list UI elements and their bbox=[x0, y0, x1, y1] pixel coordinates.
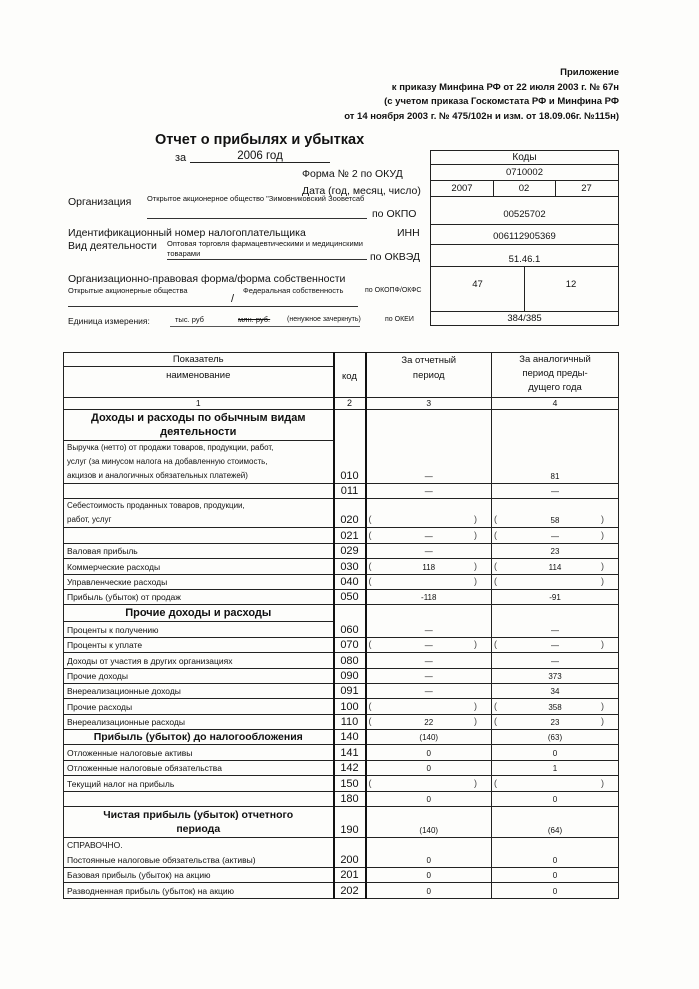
okved-label: по ОКВЭД bbox=[370, 251, 421, 263]
row-190-cur: (140) bbox=[366, 807, 492, 838]
header-name-label: наименование bbox=[64, 366, 333, 382]
okfs-code: 12 bbox=[524, 267, 618, 312]
reference-label: СПРАВОЧНО. bbox=[64, 838, 334, 853]
okei-code: 384/385 bbox=[507, 313, 542, 324]
row-021-prev: ( — ) bbox=[492, 528, 619, 543]
row-150-code: 150 bbox=[334, 776, 366, 791]
cur-empty bbox=[366, 410, 492, 441]
row-110-cur: ( 22 ) bbox=[366, 714, 492, 729]
revenue-l3: акцизов и аналогичных обязательных платежей) bbox=[67, 471, 248, 480]
form-slash: / bbox=[231, 293, 235, 305]
table-row-100 bbox=[64, 699, 619, 714]
row-110-code: 110 bbox=[334, 714, 366, 729]
report-period: 2006 год bbox=[190, 150, 330, 163]
header-current bbox=[366, 353, 492, 398]
row-021-cur: ( — ) bbox=[366, 528, 492, 543]
unit-underline bbox=[170, 326, 360, 327]
row-011-cur: — bbox=[366, 484, 492, 499]
activity-line-2: товарами bbox=[167, 249, 201, 258]
header-current-l2: период bbox=[412, 370, 445, 381]
header-prev bbox=[492, 353, 619, 398]
row-100-cur bbox=[366, 699, 492, 714]
unit-million: млн. руб. bbox=[238, 315, 271, 324]
table-row-150 bbox=[64, 776, 619, 791]
row-010-name bbox=[64, 441, 334, 484]
net-l1: Чистая прибыль (убыток) отчетного bbox=[103, 809, 294, 822]
activity-underline bbox=[167, 259, 367, 260]
row-150-cur bbox=[366, 776, 492, 791]
org-label: Организация bbox=[68, 196, 132, 208]
appendix-block bbox=[344, 66, 619, 124]
date-divider-2 bbox=[555, 181, 556, 197]
revenue-l2: услуг (за минусом налога на добавленную стоимость, bbox=[67, 457, 268, 466]
appendix-line-4: от 14 ноября 2003 г. № 475/102н и изм. от 18.09.06г. №115н) bbox=[344, 110, 619, 122]
row-180-cur: 0 bbox=[366, 791, 492, 806]
row-050-code: 050 bbox=[334, 589, 366, 604]
unit-note: (ненужное зачеркнуть) bbox=[287, 316, 361, 323]
row-090-prev: 373 bbox=[492, 668, 619, 683]
table-row-080 bbox=[64, 653, 619, 668]
table-row-060 bbox=[64, 622, 619, 637]
row-020-prev: ( 58 ) bbox=[492, 499, 619, 528]
section-ordinary-l1: Доходы и расходы по обычным видам bbox=[91, 412, 306, 424]
row-070-code: 070 bbox=[334, 637, 366, 652]
legal-form-caption: Организационно-правовая форма/форма собственности bbox=[68, 273, 346, 285]
header-code: код bbox=[334, 353, 366, 398]
row-110-name: Внереализационные расходы bbox=[64, 714, 334, 729]
table-row-142 bbox=[64, 760, 619, 775]
table-row-reference bbox=[64, 838, 619, 853]
header-current-l1: За отчетный bbox=[401, 355, 457, 366]
row-080-prev: — bbox=[492, 653, 619, 668]
table-row-180 bbox=[64, 791, 619, 806]
cost-l1: Себестоимость проданных товаров, продукции, bbox=[67, 501, 245, 511]
row-200-code: 200 bbox=[334, 852, 366, 867]
row-141-name: Отложенные налоговые активы bbox=[64, 745, 334, 760]
row-202-prev: 0 bbox=[492, 883, 619, 898]
row-040-cur bbox=[366, 574, 492, 589]
table-row-200 bbox=[64, 852, 619, 867]
row-070-name: Проценты к уплате bbox=[64, 637, 334, 652]
row-110-prev: ( 23 ) bbox=[492, 714, 619, 729]
okei-label: по ОКЕИ bbox=[385, 316, 414, 323]
code-empty bbox=[334, 605, 366, 622]
row-141-code: 141 bbox=[334, 745, 366, 760]
table-row-070 bbox=[64, 637, 619, 652]
row-091-cur: — bbox=[366, 683, 492, 698]
row-180-code: 180 bbox=[334, 791, 366, 806]
row-080-code: 080 bbox=[334, 653, 366, 668]
row-201-code: 201 bbox=[334, 867, 366, 882]
table-row-010 bbox=[64, 441, 619, 484]
income-statement-table bbox=[63, 352, 619, 899]
table-row-030 bbox=[64, 559, 619, 574]
row-029-name: Валовая прибыль bbox=[64, 543, 334, 558]
row-050-name: Прибыль (убыток) от продаж bbox=[64, 589, 334, 604]
org-name: Открытое акционерное общество "Зимовниковский Зооветсаб bbox=[147, 194, 365, 203]
table-row-020 bbox=[64, 499, 619, 528]
row-201-prev: 0 bbox=[492, 867, 619, 882]
row-080-cur: — bbox=[366, 653, 492, 668]
code-empty bbox=[334, 410, 366, 441]
row-201-name: Базовая прибыль (убыток) на акцию bbox=[64, 867, 334, 882]
row-140-code: 140 bbox=[334, 730, 366, 745]
header-indicator bbox=[64, 353, 334, 398]
table-row-190 bbox=[64, 807, 619, 838]
inn-caption: Идентификационный номер налогоплательщика bbox=[68, 227, 306, 239]
row-020-code: 020 bbox=[334, 499, 366, 528]
header-prev-l2: период преды- bbox=[522, 368, 588, 379]
ownership: Федеральная собственность bbox=[243, 286, 344, 295]
date-month: 02 bbox=[493, 181, 555, 197]
row-011-code: 011 bbox=[334, 484, 366, 499]
row-010-cur: — bbox=[366, 441, 492, 484]
row-050-cur: -118 bbox=[366, 589, 492, 604]
table-row-110 bbox=[64, 714, 619, 729]
row-091-name: Внереализационные доходы bbox=[64, 683, 334, 698]
appendix-line-2: к приказу Минфина РФ от 22 июля 2003 г. № 67н bbox=[391, 81, 619, 93]
appendix-line-1: Приложение bbox=[560, 67, 619, 78]
revenue-l1: Выручка (нетто) от продажи товаров, продукции, работ, bbox=[67, 443, 274, 452]
date-label: Дата (год, месяц, число) bbox=[302, 185, 421, 197]
row-011-name bbox=[64, 484, 334, 499]
row-190-code: 190 bbox=[334, 807, 366, 838]
colnum-4: 4 bbox=[492, 398, 619, 410]
row-090-code: 090 bbox=[334, 668, 366, 683]
row-100-code: 100 bbox=[334, 699, 366, 714]
prev-empty bbox=[492, 838, 619, 853]
row-070-prev: ( — ) bbox=[492, 637, 619, 652]
activity-line-1: Оптовая торговля фармацевтическими и медицинскими bbox=[167, 239, 363, 248]
okopf-code: 47 bbox=[431, 267, 524, 312]
row-010-prev: 81 bbox=[492, 441, 619, 484]
code-empty bbox=[334, 838, 366, 853]
table-row-090 bbox=[64, 668, 619, 683]
row-029-cur: — bbox=[366, 543, 492, 558]
row-142-code: 142 bbox=[334, 760, 366, 775]
row-021-code: 021 bbox=[334, 528, 366, 543]
row-011-prev: — bbox=[492, 484, 619, 499]
table-row-029 bbox=[64, 543, 619, 558]
row-060-cur: — bbox=[366, 622, 492, 637]
row-142-prev: 1 bbox=[492, 760, 619, 775]
row-142-name: Отложенные налоговые обязательства bbox=[64, 760, 334, 775]
row-100-prev: ( 358 ) bbox=[492, 699, 619, 714]
table-row-091 bbox=[64, 683, 619, 698]
section-ordinary-l2: деятельности bbox=[160, 426, 237, 438]
legal-form-underline bbox=[68, 306, 358, 307]
table-row-050 bbox=[64, 589, 619, 604]
org-underline bbox=[147, 218, 367, 219]
table-row-040 bbox=[64, 574, 619, 589]
okopf-divider bbox=[524, 267, 525, 312]
row-021-name bbox=[64, 528, 334, 543]
form-code: 0710002 bbox=[431, 165, 618, 181]
table-row-141 bbox=[64, 745, 619, 760]
row-202-cur: 0 bbox=[366, 883, 492, 898]
row-010-code: 010 bbox=[334, 441, 366, 484]
date-day: 27 bbox=[555, 181, 618, 197]
row-091-prev: 34 bbox=[492, 683, 619, 698]
row-100-name: Прочие расходы bbox=[64, 699, 334, 714]
net-l2: периода bbox=[176, 823, 221, 836]
row-030-prev: ( 114 ) bbox=[492, 559, 619, 574]
row-091-code: 091 bbox=[334, 683, 366, 698]
row-029-code: 029 bbox=[334, 543, 366, 558]
row-040-code: 040 bbox=[334, 574, 366, 589]
row-150-prev bbox=[492, 776, 619, 791]
row-060-name: Проценты к получению bbox=[64, 622, 334, 637]
activity-label: Вид деятельности bbox=[68, 240, 157, 252]
cost-l2: работ, услуг bbox=[67, 515, 112, 525]
row-141-cur: 0 bbox=[366, 745, 492, 760]
row-190-prev: (64) bbox=[492, 807, 619, 838]
table-row-202 bbox=[64, 883, 619, 898]
colnum-2: 2 bbox=[334, 398, 366, 410]
row-030-code: 030 bbox=[334, 559, 366, 574]
row-060-code: 060 bbox=[334, 622, 366, 637]
table-row-011 bbox=[64, 484, 619, 499]
row-200-name: Постоянные налоговые обязательства (активы) bbox=[64, 852, 334, 867]
row-040-prev bbox=[492, 574, 619, 589]
form-label: Форма № 2 по ОКУД bbox=[302, 168, 403, 180]
colnum-3: 3 bbox=[366, 398, 492, 410]
row-040-name: Управленческие расходы bbox=[64, 574, 334, 589]
row-060-prev: — bbox=[492, 622, 619, 637]
row-070-cur: ( — ) bbox=[366, 637, 492, 652]
row-090-name: Прочие доходы bbox=[64, 668, 334, 683]
row-140-cur: (140) bbox=[366, 730, 492, 745]
row-090-cur: — bbox=[366, 668, 492, 683]
unit-thousand: тыс. руб bbox=[175, 315, 204, 324]
table-header-row bbox=[64, 353, 619, 398]
section-ordinary bbox=[64, 410, 619, 441]
cur-empty bbox=[366, 838, 492, 853]
row-142-cur: 0 bbox=[366, 760, 492, 775]
appendix-line-3: (с учетом приказа Госкомстата РФ и Минфина РФ bbox=[384, 96, 619, 107]
row-180-name bbox=[64, 791, 334, 806]
table-row-021 bbox=[64, 528, 619, 543]
header-indicator-label: Показатель bbox=[172, 354, 224, 365]
okpo-label: по ОКПО bbox=[372, 208, 417, 220]
date-year: 2007 bbox=[431, 181, 493, 197]
section-ordinary-title bbox=[64, 410, 334, 441]
table-row-140 bbox=[64, 730, 619, 745]
row-150-name: Текущий налог на прибыль bbox=[64, 776, 334, 791]
row-200-prev: 0 bbox=[492, 852, 619, 867]
row-030-name: Коммерческие расходы bbox=[64, 559, 334, 574]
row-080-name: Доходы от участия в других организациях bbox=[64, 653, 334, 668]
prev-empty bbox=[492, 605, 619, 622]
colnum-1: 1 bbox=[64, 398, 334, 410]
legal-form: Открытые акционерные общества bbox=[68, 286, 188, 295]
row-190-name bbox=[64, 807, 334, 838]
codes-header: Коды bbox=[431, 151, 618, 165]
inn-label: ИНН bbox=[397, 227, 420, 239]
section-other bbox=[64, 605, 619, 622]
okopf-label: по ОКОПФ/ОКФС bbox=[365, 287, 422, 294]
date-divider-1 bbox=[493, 181, 494, 197]
okpo-code: 00525702 bbox=[431, 197, 618, 225]
row-202-code: 202 bbox=[334, 883, 366, 898]
prev-empty bbox=[492, 410, 619, 441]
inn-code: 006112905369 bbox=[431, 225, 618, 245]
period-prefix: за bbox=[175, 152, 187, 164]
row-050-prev: -91 bbox=[492, 589, 619, 604]
row-141-prev: 0 bbox=[492, 745, 619, 760]
row-030-cur: ( 118 ) bbox=[366, 559, 492, 574]
report-title: Отчет о прибылях и убытках bbox=[155, 132, 365, 148]
row-140-prev: (63) bbox=[492, 730, 619, 745]
codes-box bbox=[430, 150, 619, 326]
table-row-201 bbox=[64, 867, 619, 882]
cur-empty bbox=[366, 605, 492, 622]
row-020-cur bbox=[366, 499, 492, 528]
column-number-row bbox=[64, 398, 619, 410]
header-prev-l1: За аналогичный bbox=[519, 354, 591, 365]
row-200-cur: 0 bbox=[366, 852, 492, 867]
okved-code: 51.46.1 bbox=[431, 245, 618, 267]
row-180-prev: 0 bbox=[492, 791, 619, 806]
row-029-prev: 23 bbox=[492, 543, 619, 558]
row-202-name: Разводненная прибыль (убыток) на акцию bbox=[64, 883, 334, 898]
row-020-name bbox=[64, 499, 334, 528]
row-140-name: Прибыль (убыток) до налогообложения bbox=[64, 730, 334, 745]
header-prev-l3: дущего года bbox=[528, 382, 582, 393]
section-other-title: Прочие доходы и расходы bbox=[64, 605, 334, 622]
row-201-cur: 0 bbox=[366, 867, 492, 882]
unit-label: Единица измерения: bbox=[68, 316, 150, 326]
